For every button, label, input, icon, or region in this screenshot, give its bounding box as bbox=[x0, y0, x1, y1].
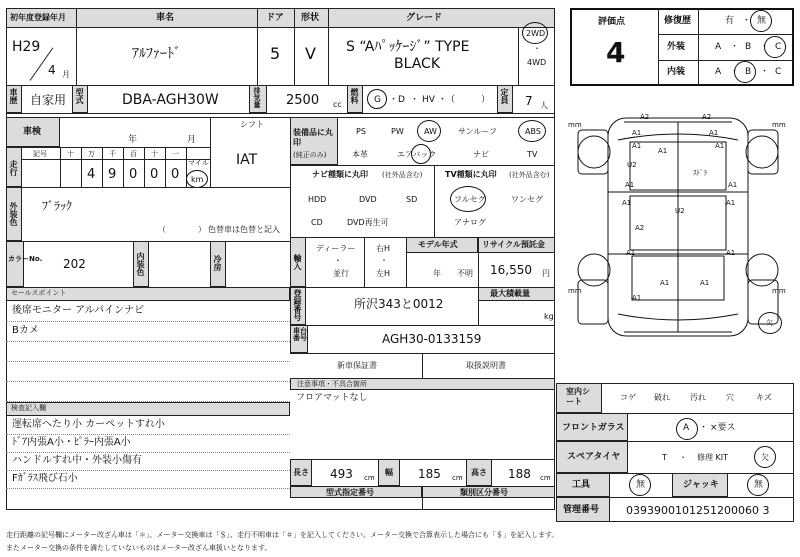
color-value: ﾌﾞﾗｯｸ bbox=[42, 199, 73, 213]
equip-tv: TV bbox=[527, 150, 538, 159]
diagram-code-3: A1 bbox=[709, 129, 719, 137]
owner-manual: 取扱説明書 bbox=[466, 361, 506, 370]
ac-label: 冷房 bbox=[213, 255, 222, 271]
control-value: 0393900101251200060 3 bbox=[626, 504, 770, 517]
inspector-line: Fｶﾞﾗｽ飛び石小 bbox=[12, 473, 78, 484]
fuel-g-circle bbox=[367, 89, 387, 109]
first-reg-month: 4 bbox=[48, 63, 56, 77]
equip-aw: AW bbox=[424, 127, 437, 136]
interior-grade-b: B bbox=[745, 67, 752, 77]
diagram-code-12: A1 bbox=[622, 199, 632, 207]
disp-label: 排気量 bbox=[253, 87, 261, 108]
equip-navi: ナビ bbox=[473, 150, 489, 159]
interior-sheet-item: 汚れ bbox=[690, 393, 706, 402]
interior-grade-c: C bbox=[775, 67, 782, 77]
diagram-chip-circle bbox=[758, 312, 782, 334]
interior-sheet-item: コゲ bbox=[620, 393, 636, 402]
drive-4wd: 4WD bbox=[527, 58, 547, 67]
inspector-line-rule bbox=[6, 488, 290, 489]
color-label: 外装色 bbox=[9, 202, 18, 226]
km-circle bbox=[186, 170, 208, 188]
interior-color-label: 内装色 bbox=[136, 252, 145, 276]
length-value: 493 bbox=[330, 467, 353, 481]
digit-value: 9 bbox=[108, 167, 117, 182]
notes-label: 注意事項・不具合箇所 bbox=[297, 380, 367, 388]
grade-line1: S “Aﾊﾟｯｹｰｼﾞ” TYPE bbox=[346, 39, 470, 55]
front-glass-ok-circle bbox=[676, 418, 698, 440]
model-value: DBA-AGH30W bbox=[122, 92, 219, 108]
height-unit: cm bbox=[540, 474, 551, 482]
equip-airbag: エアバック bbox=[397, 150, 437, 159]
model-year-label: モデル年式 bbox=[418, 240, 458, 249]
fuel-dot-2: ・ bbox=[410, 95, 420, 105]
interior-grade-a: A bbox=[715, 67, 722, 77]
navi-sd: SD bbox=[406, 195, 418, 204]
mile-label: マイル bbox=[188, 159, 209, 167]
color-no-value: 202 bbox=[63, 257, 86, 271]
footer-line2: またメーター交換の条件を満たしていないものはメーター改ざん車扱いとなります。 bbox=[6, 544, 272, 552]
spare-tire-none-circle bbox=[754, 446, 776, 468]
diagram-code-6: A1 bbox=[658, 147, 668, 155]
grade-dot: ・ bbox=[760, 67, 770, 77]
drive-2wd: 2WD bbox=[526, 29, 546, 38]
exterior-c-circle bbox=[764, 36, 786, 58]
color-no-label-cell bbox=[6, 241, 24, 287]
import-left-h: 左H bbox=[376, 269, 391, 278]
exterior-label: 外装 bbox=[667, 42, 686, 52]
length-unit: cm bbox=[364, 474, 375, 482]
interior-sheet-item: キズ bbox=[756, 393, 772, 402]
interior-label: 内装 bbox=[667, 67, 686, 77]
displacement: 2500 bbox=[286, 93, 320, 108]
inspector-line-rule bbox=[6, 452, 290, 453]
spare-tire-label: スペアタイヤ bbox=[567, 452, 621, 462]
digit-header: 十 bbox=[67, 150, 74, 158]
inspection-year-unit: 年 bbox=[128, 135, 138, 145]
import-label: 輸入 bbox=[293, 254, 302, 270]
width-label: 幅 bbox=[385, 468, 393, 477]
tools-value: 無 bbox=[636, 480, 646, 490]
car-name-label: 車名 bbox=[156, 13, 175, 23]
sales-points-label: セールスポイント bbox=[11, 289, 67, 297]
interior-sheet-label: 室内シート bbox=[566, 387, 590, 406]
fuel-dot-1: ・ bbox=[389, 95, 399, 105]
width-value: 185 bbox=[418, 467, 441, 481]
front-glass-ok: A bbox=[683, 423, 690, 433]
equipment-sub-label: (純正のみ) bbox=[293, 151, 327, 159]
equip-ps: PS bbox=[356, 127, 366, 136]
spare-tire-none: 欠 bbox=[761, 453, 769, 462]
inspector-line: 運転席へたり小 カーペットすれ小 bbox=[12, 419, 165, 430]
recycle-label: リサイクル預託金 bbox=[482, 240, 545, 249]
front-glass-label: フロントガラス bbox=[562, 423, 625, 433]
exterior-grade-b: B bbox=[745, 42, 752, 52]
inspector-line: ハンドルすれ中・外装小傷有 bbox=[12, 455, 142, 466]
car-diagram bbox=[560, 100, 796, 380]
diagram-code-16: A1 bbox=[726, 249, 736, 257]
usage-value: 自家用 bbox=[30, 93, 67, 107]
digit-value: 4 bbox=[87, 167, 96, 182]
diagram-code-1: A2 bbox=[702, 113, 712, 121]
repair-no-circle bbox=[750, 10, 772, 32]
tv-analog: アナログ bbox=[454, 218, 486, 227]
spare-tire-t: T bbox=[662, 453, 667, 462]
front-glass-ng: ×要ス bbox=[710, 423, 736, 433]
inspector-line-rule bbox=[6, 470, 290, 471]
control-label: 管理番号 bbox=[563, 505, 600, 515]
digit-header: 一 bbox=[172, 150, 179, 158]
diagram-code-15: A1 bbox=[626, 249, 636, 257]
fuel-g: G bbox=[374, 95, 381, 105]
mileage-sign-label: 記号 bbox=[33, 150, 47, 158]
navi-label: ナビ種類に丸印 bbox=[312, 170, 368, 179]
digit-header: 千 bbox=[109, 150, 116, 158]
cc-unit: cc bbox=[333, 100, 342, 109]
chassis-value: AGH30-0133159 bbox=[382, 332, 482, 346]
diagram-code-9: A1 bbox=[625, 181, 635, 189]
sales-point-line: 後席モニター アルパインナビ bbox=[12, 305, 145, 316]
import-parallel: 並行 bbox=[333, 269, 349, 278]
diagram-code-20: 欠 bbox=[766, 319, 773, 327]
digit-divider bbox=[123, 147, 124, 187]
jack-value-circle bbox=[747, 474, 769, 496]
repair-label: 修復歴 bbox=[664, 16, 692, 26]
notes-value: フロアマットなし bbox=[296, 393, 368, 403]
inspection-label: 車検 bbox=[23, 127, 42, 137]
digit-divider bbox=[81, 147, 82, 187]
diagram-code-13: A1 bbox=[726, 199, 736, 207]
digit-divider bbox=[165, 147, 166, 187]
interior-b-circle bbox=[734, 61, 756, 83]
navi-dvd: DVD bbox=[359, 195, 377, 204]
diagram-code-8: U2 bbox=[675, 207, 685, 215]
diagram-code-10: A1 bbox=[728, 181, 738, 189]
model-label: 型式 bbox=[75, 88, 84, 104]
diagram-code-0: A2 bbox=[640, 113, 650, 121]
navi-cd: CD bbox=[311, 218, 323, 227]
footer-line1: 走行距離の記号欄にメーター改ざん車は「＊」、メーター交換車は「＄」、走行不明車は「＃」を記入してください。メーター交換で合算表示した場合にも「＄」を記入します。 bbox=[6, 531, 559, 539]
inspector-line-rule bbox=[6, 434, 290, 435]
digit-header: 百 bbox=[130, 150, 137, 158]
equip-airbag-circle bbox=[411, 144, 431, 164]
tv-oneseg: ワンセグ bbox=[511, 195, 543, 204]
digit-value: 0 bbox=[129, 167, 138, 182]
tv-sub-label: (社外品含む) bbox=[509, 171, 550, 179]
diagram-mm-br: mm bbox=[772, 287, 786, 295]
sales-line-rule bbox=[6, 341, 290, 342]
length-label: 長さ bbox=[293, 468, 309, 477]
digit-divider bbox=[102, 147, 103, 187]
equip-leather: 本革 bbox=[352, 150, 368, 159]
color-paren-open: （ bbox=[158, 225, 166, 234]
month-unit: 月 bbox=[62, 70, 70, 79]
diagram-code-7: U2 bbox=[627, 161, 637, 169]
diagram-code-18: A1 bbox=[700, 279, 710, 287]
fuel-hv: HV bbox=[422, 95, 435, 105]
jack-value: 無 bbox=[754, 480, 764, 490]
spare-tire-kit: 修理 KIT bbox=[697, 453, 729, 462]
sales-line-rule bbox=[6, 321, 290, 322]
sales-line-rule bbox=[6, 361, 290, 362]
diagram-code-2: A1 bbox=[632, 129, 642, 137]
diagram-code-5: A1 bbox=[715, 142, 725, 150]
recycle-unit: 円 bbox=[542, 269, 550, 278]
capacity-unit: 人 bbox=[540, 101, 548, 110]
km-label: km bbox=[191, 175, 204, 184]
interior-sheet-item: 穴 bbox=[726, 393, 734, 402]
tv-fullseg: フルセグ bbox=[454, 195, 486, 204]
capacity-value: 7 bbox=[525, 94, 533, 108]
jack-label: ジャッキ bbox=[683, 480, 719, 490]
import-right-h: 右H bbox=[376, 244, 391, 253]
exterior-grade-a: A bbox=[715, 42, 722, 52]
mileage-label: 走行 bbox=[9, 160, 18, 176]
digit-value: 0 bbox=[150, 167, 159, 182]
repair-dot: ・ bbox=[742, 16, 752, 26]
drive-2wd-circle bbox=[522, 22, 548, 44]
digit-header: 十 bbox=[151, 150, 158, 158]
capacity-label: 定員 bbox=[500, 88, 509, 104]
door-count: 5 bbox=[270, 44, 281, 63]
color-paren-close: ） bbox=[198, 225, 206, 234]
equip-abs: ABS bbox=[525, 127, 541, 136]
import-dot-2: ・ bbox=[380, 256, 388, 265]
digit-header: 万 bbox=[88, 150, 95, 158]
inspector-label-cell bbox=[6, 402, 290, 416]
tv-label: TV種類に丸印 bbox=[445, 170, 497, 179]
grade-dot: ・ bbox=[730, 42, 740, 52]
first-reg-year: H29 bbox=[12, 39, 41, 55]
grade-label: グレード bbox=[406, 13, 443, 23]
navi-hdd: HDD bbox=[308, 195, 327, 204]
equipment-label: 装備品に丸印 bbox=[293, 128, 333, 148]
sales-line-rule bbox=[6, 381, 290, 382]
repair-yes: 有 bbox=[725, 16, 735, 26]
front-glass-dot: ・ bbox=[699, 423, 709, 433]
tools-label: 工具 bbox=[572, 480, 591, 490]
inspection-month-unit: 月 bbox=[187, 135, 197, 145]
sales-point-line: Bカメ bbox=[12, 325, 39, 336]
fuel-paren-open: （ bbox=[446, 95, 456, 105]
car-diagram-svg bbox=[560, 100, 796, 380]
diagram-mm-bl: mm bbox=[568, 287, 582, 295]
color-note: 色替車は色替と記入 bbox=[208, 225, 280, 234]
type-model-label: 型式指定番号 bbox=[326, 488, 374, 497]
equip-pw: PW bbox=[391, 127, 404, 136]
registration-value: 所沢343と0012 bbox=[354, 297, 444, 311]
drive-dot: ・ bbox=[533, 44, 541, 53]
body-shape: V bbox=[305, 44, 316, 63]
exterior-grade-c: C bbox=[775, 42, 782, 52]
equip-abs-circle bbox=[518, 120, 546, 142]
door-label: ドア bbox=[266, 13, 284, 23]
spare-tire-dot: ・ bbox=[679, 453, 687, 462]
repair-no: 無 bbox=[757, 16, 767, 26]
equip-aw-circle bbox=[417, 120, 441, 142]
recycle-value: 16,550 bbox=[490, 263, 532, 277]
height-label: 高さ bbox=[471, 468, 487, 477]
width-unit: cm bbox=[452, 474, 463, 482]
color-no-label: カラーNo. bbox=[8, 255, 43, 263]
diagram-code-19: A1 bbox=[632, 294, 642, 302]
usage-label: 車歴 bbox=[9, 88, 18, 104]
diagram-code-4: A1 bbox=[632, 142, 642, 150]
first-reg-label: 初年度登録年月 bbox=[10, 13, 66, 22]
fuel-d: D bbox=[398, 95, 405, 105]
new-car-warranty: 新車保証書 bbox=[337, 361, 377, 370]
shift-value: IAT bbox=[236, 152, 258, 168]
fuel-label: 燃料 bbox=[350, 88, 359, 104]
digit-divider bbox=[144, 147, 145, 187]
diagram-mm-tr: mm bbox=[772, 121, 786, 129]
grade-line2: BLACK bbox=[394, 56, 441, 72]
tools-value-circle bbox=[629, 474, 651, 496]
diagram-code-17: A1 bbox=[660, 279, 670, 287]
inspector-label: 検査記入欄 bbox=[11, 404, 46, 412]
registration-label: 登録番号 bbox=[293, 289, 302, 321]
import-dot: ・ bbox=[334, 256, 342, 265]
grade-dot: ・ bbox=[760, 42, 770, 52]
navi-dvd-play: DVD再生可 bbox=[347, 218, 389, 227]
score-label: 評価点 bbox=[598, 17, 626, 27]
navi-sub-label: (社外品含む) bbox=[382, 171, 423, 179]
model-year-value: 不明 bbox=[457, 269, 473, 278]
diagram-mm-tl: mm bbox=[568, 121, 582, 129]
shape-label: 形状 bbox=[301, 13, 320, 23]
type-class-label: 類別区分番号 bbox=[460, 488, 508, 497]
car-name: ｱﾙﾌｧｰﾄﾞ bbox=[132, 46, 181, 62]
model-year-unit: 年 bbox=[433, 269, 441, 278]
diagram-code-11: ｽﾄﾞﾗ bbox=[693, 169, 707, 177]
max-load-label: 最大積載量 bbox=[490, 289, 530, 298]
interior-sheet-item: 破れ bbox=[654, 393, 670, 402]
fuel-dot-3: ・ bbox=[438, 95, 448, 105]
grade-dot: ・ bbox=[730, 67, 740, 77]
chassis-label: 車台番号 bbox=[293, 327, 307, 342]
shift-label: シフト bbox=[240, 120, 264, 129]
import-dealer: ディーラー bbox=[316, 244, 356, 253]
inspector-line: ﾄﾞｱ内張A小・ﾋﾟﾗｰ内張A小 bbox=[12, 437, 131, 448]
digit-value: 0 bbox=[171, 167, 180, 182]
fuel-paren-close: ） bbox=[481, 95, 491, 105]
max-load-unit: kg bbox=[544, 312, 554, 321]
tv-fullseg-circle bbox=[450, 186, 486, 212]
diagram-code-14: A2 bbox=[635, 224, 645, 232]
height-value: 188 bbox=[508, 467, 531, 481]
score-value: 4 bbox=[606, 36, 626, 69]
equip-sunroof: サンルーフ bbox=[458, 127, 497, 136]
